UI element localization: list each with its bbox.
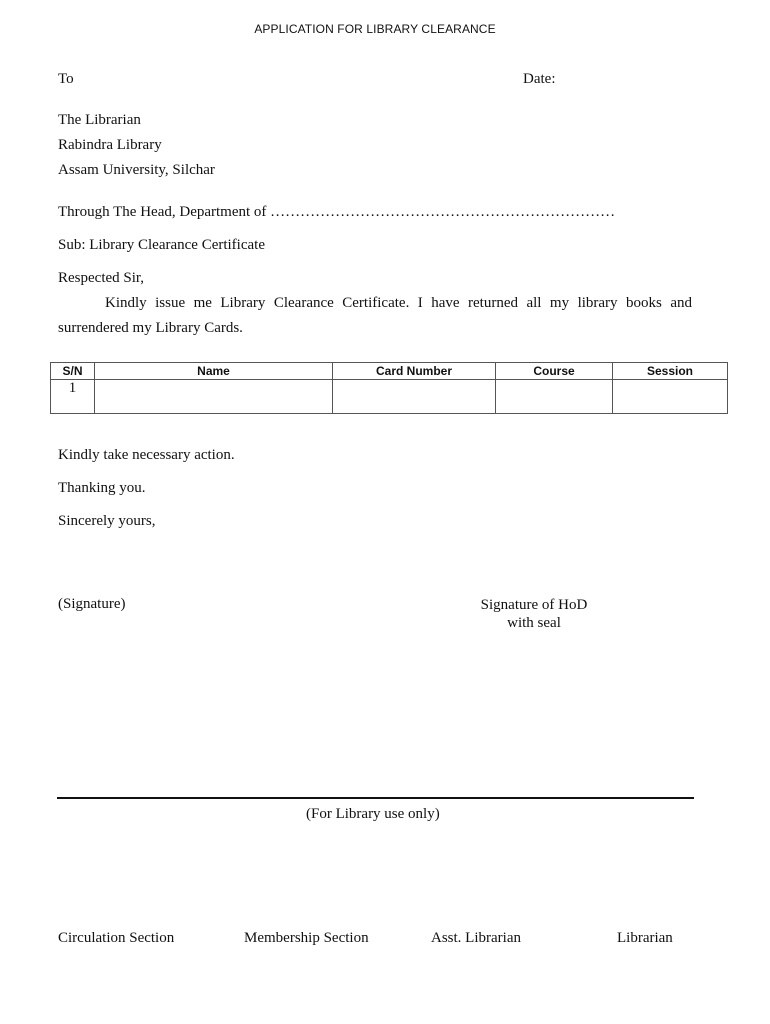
salutation: Respected Sir, bbox=[58, 270, 145, 286]
to-label: To bbox=[58, 71, 74, 87]
library-use-label: (For Library use only) bbox=[306, 806, 440, 822]
header-course: Course bbox=[496, 363, 613, 380]
asst-librarian-label: Asst. Librarian bbox=[431, 930, 521, 946]
divider-line bbox=[57, 797, 694, 799]
closing-line-2: Thanking you. bbox=[58, 480, 146, 496]
cell-sn: 1 bbox=[51, 380, 95, 414]
circulation-section-label: Circulation Section bbox=[58, 930, 175, 946]
cell-name[interactable] bbox=[95, 380, 333, 414]
table-row bbox=[51, 380, 728, 414]
librarian-label: Librarian bbox=[617, 930, 673, 946]
body-text: Kindly issue me Library Clearance Certificate. I have returned all my library books and surrendered my Library Cards. bbox=[58, 295, 692, 336]
cell-card-number[interactable] bbox=[333, 380, 496, 414]
header-name: Name bbox=[95, 363, 333, 380]
hod-signature-line-2: with seal bbox=[507, 615, 561, 631]
hod-signature-block bbox=[470, 596, 598, 632]
hod-signature-line-1: Signature of HoD bbox=[480, 597, 588, 613]
address-line-2: Rabindra Library bbox=[58, 137, 162, 153]
membership-section-label: Membership Section bbox=[244, 930, 369, 946]
body-paragraph bbox=[58, 291, 692, 341]
header-sn: S/N bbox=[51, 363, 95, 380]
closing-line-1: Kindly take necessary action. bbox=[58, 447, 235, 463]
student-table bbox=[50, 362, 728, 414]
header-session: Session bbox=[613, 363, 728, 380]
page-title: APPLICATION FOR LIBRARY CLEARANCE bbox=[254, 22, 496, 36]
closing-line-3: Sincerely yours, bbox=[58, 513, 156, 529]
address-line-1: The Librarian bbox=[58, 112, 141, 128]
subject-line: Sub: Library Clearance Certificate bbox=[58, 237, 265, 253]
cell-session[interactable] bbox=[613, 380, 728, 414]
signature-label: (Signature) bbox=[58, 596, 126, 612]
through-line: Through The Head, Department of …………………………………………………………… bbox=[58, 204, 616, 220]
header-card-number: Card Number bbox=[333, 363, 496, 380]
table-header-row bbox=[51, 363, 728, 380]
address-line-3: Assam University, Silchar bbox=[58, 162, 215, 178]
date-label: Date: bbox=[523, 71, 556, 87]
cell-course[interactable] bbox=[496, 380, 613, 414]
